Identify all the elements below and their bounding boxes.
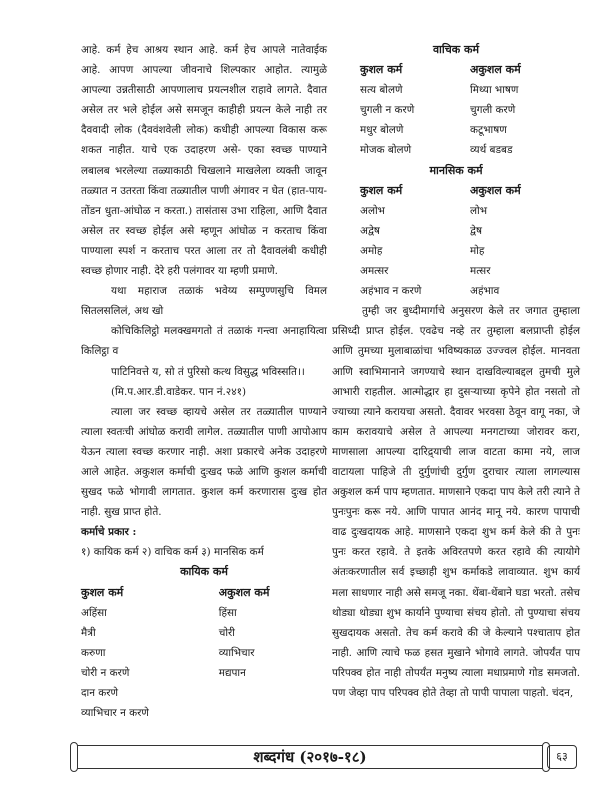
akushal-column-header: अकुशल कर्म [218,585,270,599]
table-cell: अमत्सर [360,265,389,278]
table-cell: अलोभ [360,204,385,217]
right-paragraph-1: तुम्ही जर बुध्दीमार्गाचे अनुसरण केले तर जगात तुम्हाला प्रसिध्दी प्राप्त होईल. एवढेच नव्हे तर तुम्हाला बलप्राप्ती होईल आणि तुमच्या मुलाबाळांचा भविष्यकाळ उज्ज्वल होईल. मानवता आणि स्वाभिमानाने जगण्याचे स्थान दाखविल्याबद्दल तुमची मुले आभारी राहतील. आत्मोद्धार हा दुसऱ्याच्या कृपेने होत नसतो तो ज्याच्या त्याने करायचा असतो. दैवावर भरवसा ठेवून वागू नका, जे काम करावयाचे असेल ते आपल्या मनगटाच्या जोरावर करा, माणसाला आपल्या दारिद्र्याची लाज वाटता कामा नये, लाज वाटायला पाहिजे ती दुर्गुणांची दुर्गुण दुराचार त्याला लागल्यास अकुशल कर्म पाप म्हणतात. माणसाने एकदा पाप केले तरी त्याने ते पुनःपुनः करू नये. आणि पापात आनंद मानू नये. कारण पापाची वाढ दुःखदायक आहे. माणसाने एकदा शुभ कर्म केले की ते पुनः पुनः करत रहावे. ते इतके अविरतपणे करत रहावे की त्यायोगे अंतःकरणातील सर्व इच्छाही शुभ कर्माकडे लावाव्यात. शुभ कार्य मला साधणार नाही असे समजू नका. थेंबा-थेंबाने घडा भरतो. तसेच थोड्या थोड्या शुभ कार्याने पुण्याचा संचय होतो. तो पुण्याचा संचय सुखदायक असतो. तेच कर्म करावे की जे केल्याने पश्चाताप होत नाही. आणि त्याचे फळ हसत मुखाने भोगावे लागते. जोपर्यंत पाप परिपक्व होत नाही तोपर्यंत मनुष्य त्याला मधाप्रमाणे गोड समजतो. पण जेव्हा पाप परिपक्व होते तेव्हा तो पापी पापाला पाहतो. चंदन, [332,305,580,699]
left-paragraph-2: त्याला जर स्वच्छ व्हायचे असेल तर तळ्यातील पाण्याने त्याला स्वतःची आंघोळ करावी लागेल. तळ्यातील पाणी आपोआप येऊन त्याला स्वच्छ करणार नाही. अशा प्रकारचे अनेक उदाहरणे आले आहेत. अकुशल कर्माची दुःखद फळे आणि कुशल कर्माची सुखद फळे भोगावी लागतात. कुशल कर्म करणारास दुःख होत नाही. सुख प्राप्त होते. [81,405,327,519]
table-header-row [360,181,580,201]
page-footer [75,745,575,769]
table-cell: चुगली करणे [470,104,516,117]
table-row [81,643,327,663]
kushal-column-header: कुशल कर्म [360,63,403,77]
table-cell: व्यर्थ बडबड [470,144,513,157]
table-header-row [360,60,580,80]
table-cell: अहंभाव [470,285,500,298]
table-cell: लोभ [470,204,488,217]
table-cell: व्याभिचार न करणे [81,707,149,720]
table-cell: अद्वेष [360,224,380,237]
mansik-karma-table [360,181,580,302]
table-cell: सत्य बोलणे [360,84,403,97]
table-row [360,100,580,120]
right-column [332,40,580,703]
table-row [360,241,580,261]
table-row [360,281,580,301]
akushal-column-header: अकुशल कर्म [470,183,521,197]
table-cell: कटूभाषण [470,124,507,137]
table-row [81,663,327,683]
publication-title: शब्दगंध (२०१७-१८) [253,748,367,766]
vachik-karma-table [360,60,580,160]
table-row [360,80,580,100]
pali-verse-line-1: यथा महाराज तळाकं भवेय्य सम्पुण्णसुचि विमल सितलसलिलं, अथ खो [81,285,327,318]
pali-verse-line-3: पाटिनिवत्ते य, सो तं पुरिसो कत्थ विसुद्ध भविस्सति।। [111,365,305,378]
table-row [360,221,580,241]
left-paragraph-1: आहे. कर्म हेच आश्रय स्थान आहे. कर्म हेच आपले नातेवाईक आहे. आपण आपल्या जीवनाचे शिल्पकार आहोत. त्यामुळे आपल्या उन्नतीसाठी आपणालाच प्रयत्नशील राहावे लागते. दैवात असेल तर भले होईल असे समजून काहीही प्रयत्न केले नाही तर दैववादी लोक (दैववंशवेली लोक) कधीही आपल्या विकास करू शकत नाहीत. याचे एक उदाहरण असे- एका स्वच्छ पाण्याने लबालब भरलेल्या तळ्याकाठी चिखलाने माखलेला व्यक्ती जावून तळ्यात न उतरता किंवा तळ्यातील पाणी अंगावर न घेत (हात-पाय-तोंडन धुता-आंघोळ न करता.) तासंतास उभा राहिला, आणि दैवात असेल तर स्वच्छ होईल असे म्हणून आंघोळ न करताच किंवा पाण्याला स्पर्श न करताच परत आला तर तो दैवावलंबी कधीही स्वच्छ होणार नाही. देरे हरी पलंगावर या म्हणी प्रमाणे. [81,44,327,278]
table-cell: मद्यपान [218,666,246,679]
table-header-row [81,583,327,603]
mansik-karma-title: मानसिक कर्म [429,163,483,177]
table-row [81,703,327,723]
table-cell: व्याभिचार [218,646,255,659]
table-cell: मोह [470,244,485,257]
table-cell: दान करणे [81,687,119,699]
table-cell: अहंभाव न करणे [360,285,422,298]
table-cell: मधुर बोलणे [360,124,404,137]
pali-verse-line-2: कोचिकिलिट्ठो मलक्खमगतो तं तळाकं गन्त्वा अनाहायित्वा किलिट्ठा व [81,325,327,358]
table-cell: करुणा [81,646,106,659]
table-row [360,201,580,221]
table-cell: चुगली न करणे [360,104,415,117]
table-cell [219,703,327,723]
table-row [81,603,327,623]
vachik-karma-title: वाचिक कर्म [432,43,480,56]
table-cell [219,683,327,703]
kayik-karma-title: कायिक कर्म [180,565,228,579]
left-column [81,40,327,723]
table-row [360,120,580,140]
table-row [81,683,327,703]
table-cell: मिथ्या भाषण [470,84,519,97]
table-cell: चोरी न करणे [81,666,130,679]
table-cell: मैत्री [81,626,96,639]
kayik-karma-table [81,583,327,724]
table-cell: मत्सर [470,265,491,278]
table-row [360,140,580,160]
table-cell: अहिंसा [81,606,107,619]
table-cell: चोरी [218,626,235,639]
table-row [81,623,327,643]
table-cell: द्वेष [470,224,482,237]
karma-types-list: १) कायिक कर्म २) वाचिक कर्म ३) मानसिक कर्म [81,546,264,559]
karma-types-heading: कर्माचे प्रकार : [81,526,137,539]
kushal-column-header: कुशल कर्म [360,183,403,197]
table-row [360,261,580,281]
table-cell: हिंसा [218,606,237,619]
table-cell: मोजक बोलणे [360,144,412,157]
pali-verse-citation: (मि.प.आर.डी.वाडेकर. पान नं.२४१) [111,385,247,398]
page-number: ६३ [547,745,577,769]
akushal-column-header: अकुशल कर्म [470,63,521,77]
kushal-column-header: कुशल कर्म [81,585,124,599]
table-cell: अमोह [360,244,383,257]
